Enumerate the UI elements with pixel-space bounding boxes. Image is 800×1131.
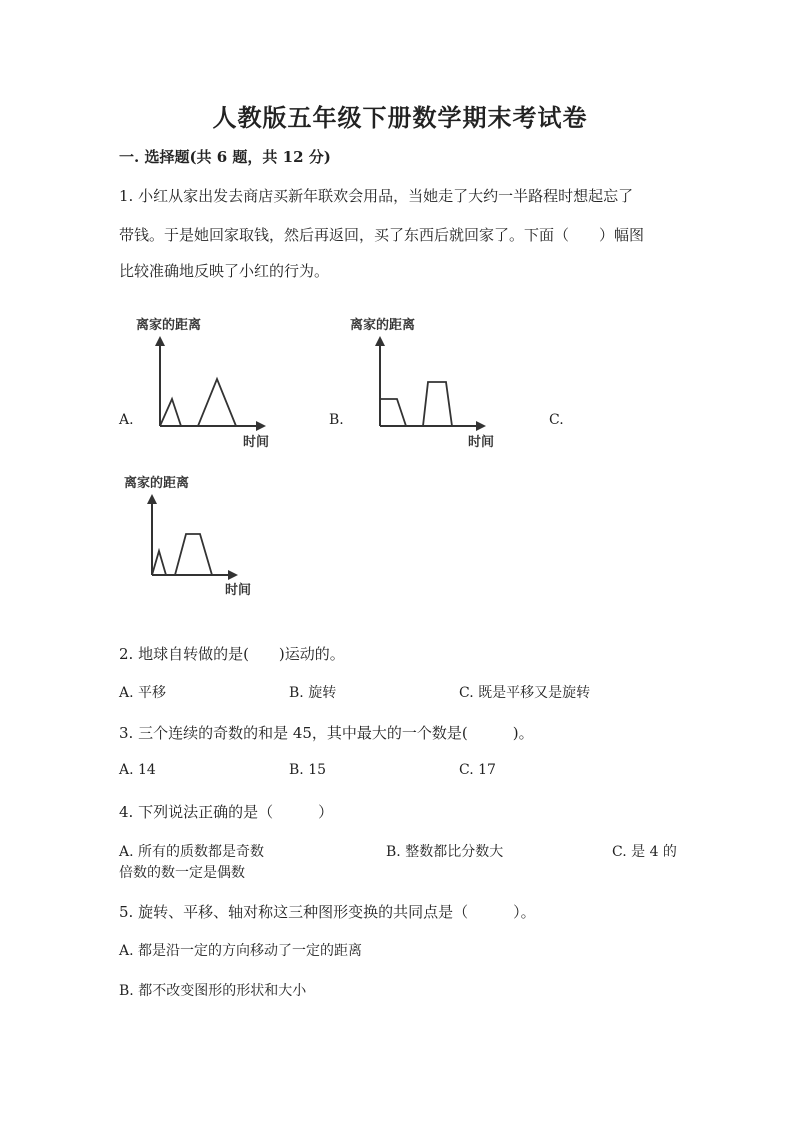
graph-a-line — [160, 379, 236, 426]
q1-option-b[interactable]: B. — [329, 412, 344, 428]
section-heading: 一. 选择题(共 6 题，共 12 分) — [119, 148, 331, 166]
q2-option-c[interactable]: C. 既是平移又是旋转 — [459, 685, 591, 701]
question-4: 4. 下列说法正确的是（ ） — [119, 803, 334, 821]
graph-c-y-arrow — [147, 494, 157, 504]
graph-c-ylabel: 离家的距离 — [124, 476, 190, 491]
q2-option-b[interactable]: B. 旋转 — [289, 685, 337, 701]
q5-option-b[interactable]: B. 都不改变图形的形状和大小 — [119, 983, 307, 999]
graph-c-x-arrow — [228, 570, 238, 580]
graph-a-xlabel: 时间 — [243, 435, 270, 450]
q3-option-c[interactable]: C. 17 — [459, 762, 496, 778]
q4-option-a[interactable]: A. 所有的质数都是奇数 — [119, 844, 265, 860]
graph-c-xlabel: 时间 — [225, 583, 252, 598]
graph-c-line — [152, 534, 212, 575]
q4-option-c[interactable]: C. 是 4 的 — [612, 844, 677, 860]
graph-c — [124, 474, 284, 599]
graph-b-line — [380, 382, 452, 426]
graph-a-x-arrow — [256, 421, 266, 431]
graph-b — [350, 312, 510, 452]
question-1-line-1: 1. 小红从家出发去商店买新年联欢会用品，当她走了大约一半路程时想起忘了 — [119, 187, 634, 205]
q4-option-b[interactable]: B. 整数都比分数大 — [386, 844, 504, 860]
graph-a — [130, 312, 290, 452]
graph-a-y-arrow — [155, 336, 165, 346]
graph-b-ylabel: 离家的距离 — [350, 318, 416, 333]
q1-option-a[interactable]: A. — [119, 412, 134, 428]
page-title: 人教版五年级下册数学期末考试卷 — [212, 103, 588, 132]
q4-option-c-continuation: 倍数的数一定是偶数 — [119, 865, 245, 881]
q1-option-c[interactable]: C. — [549, 412, 564, 428]
q5-option-a[interactable]: A. 都是沿一定的方向移动了一定的距离 — [119, 943, 363, 959]
q2-option-a[interactable]: A. 平移 — [119, 685, 167, 701]
question-5: 5. 旋转、平移、轴对称这三种图形变换的共同点是（ ）。 — [119, 903, 536, 921]
q3-option-b[interactable]: B. 15 — [289, 762, 327, 778]
question-1-line-3: 比较准确地反映了小红的行为。 — [119, 262, 330, 280]
question-1-line-2: 带钱。于是她回家取钱，然后再返回，买了东西后就回家了。下面（ ）幅图 — [119, 226, 645, 244]
graph-a-ylabel: 离家的距离 — [136, 318, 202, 333]
graph-b-xlabel: 时间 — [468, 435, 495, 450]
question-2: 2. 地球自转做的是( )运动的。 — [119, 645, 345, 663]
question-3: 3. 三个连续的奇数的和是 45，其中最大的一个数是( )。 — [119, 724, 534, 742]
graph-b-y-arrow — [375, 336, 385, 346]
q3-option-a[interactable]: A. 14 — [119, 762, 156, 778]
graph-b-x-arrow — [476, 421, 486, 431]
